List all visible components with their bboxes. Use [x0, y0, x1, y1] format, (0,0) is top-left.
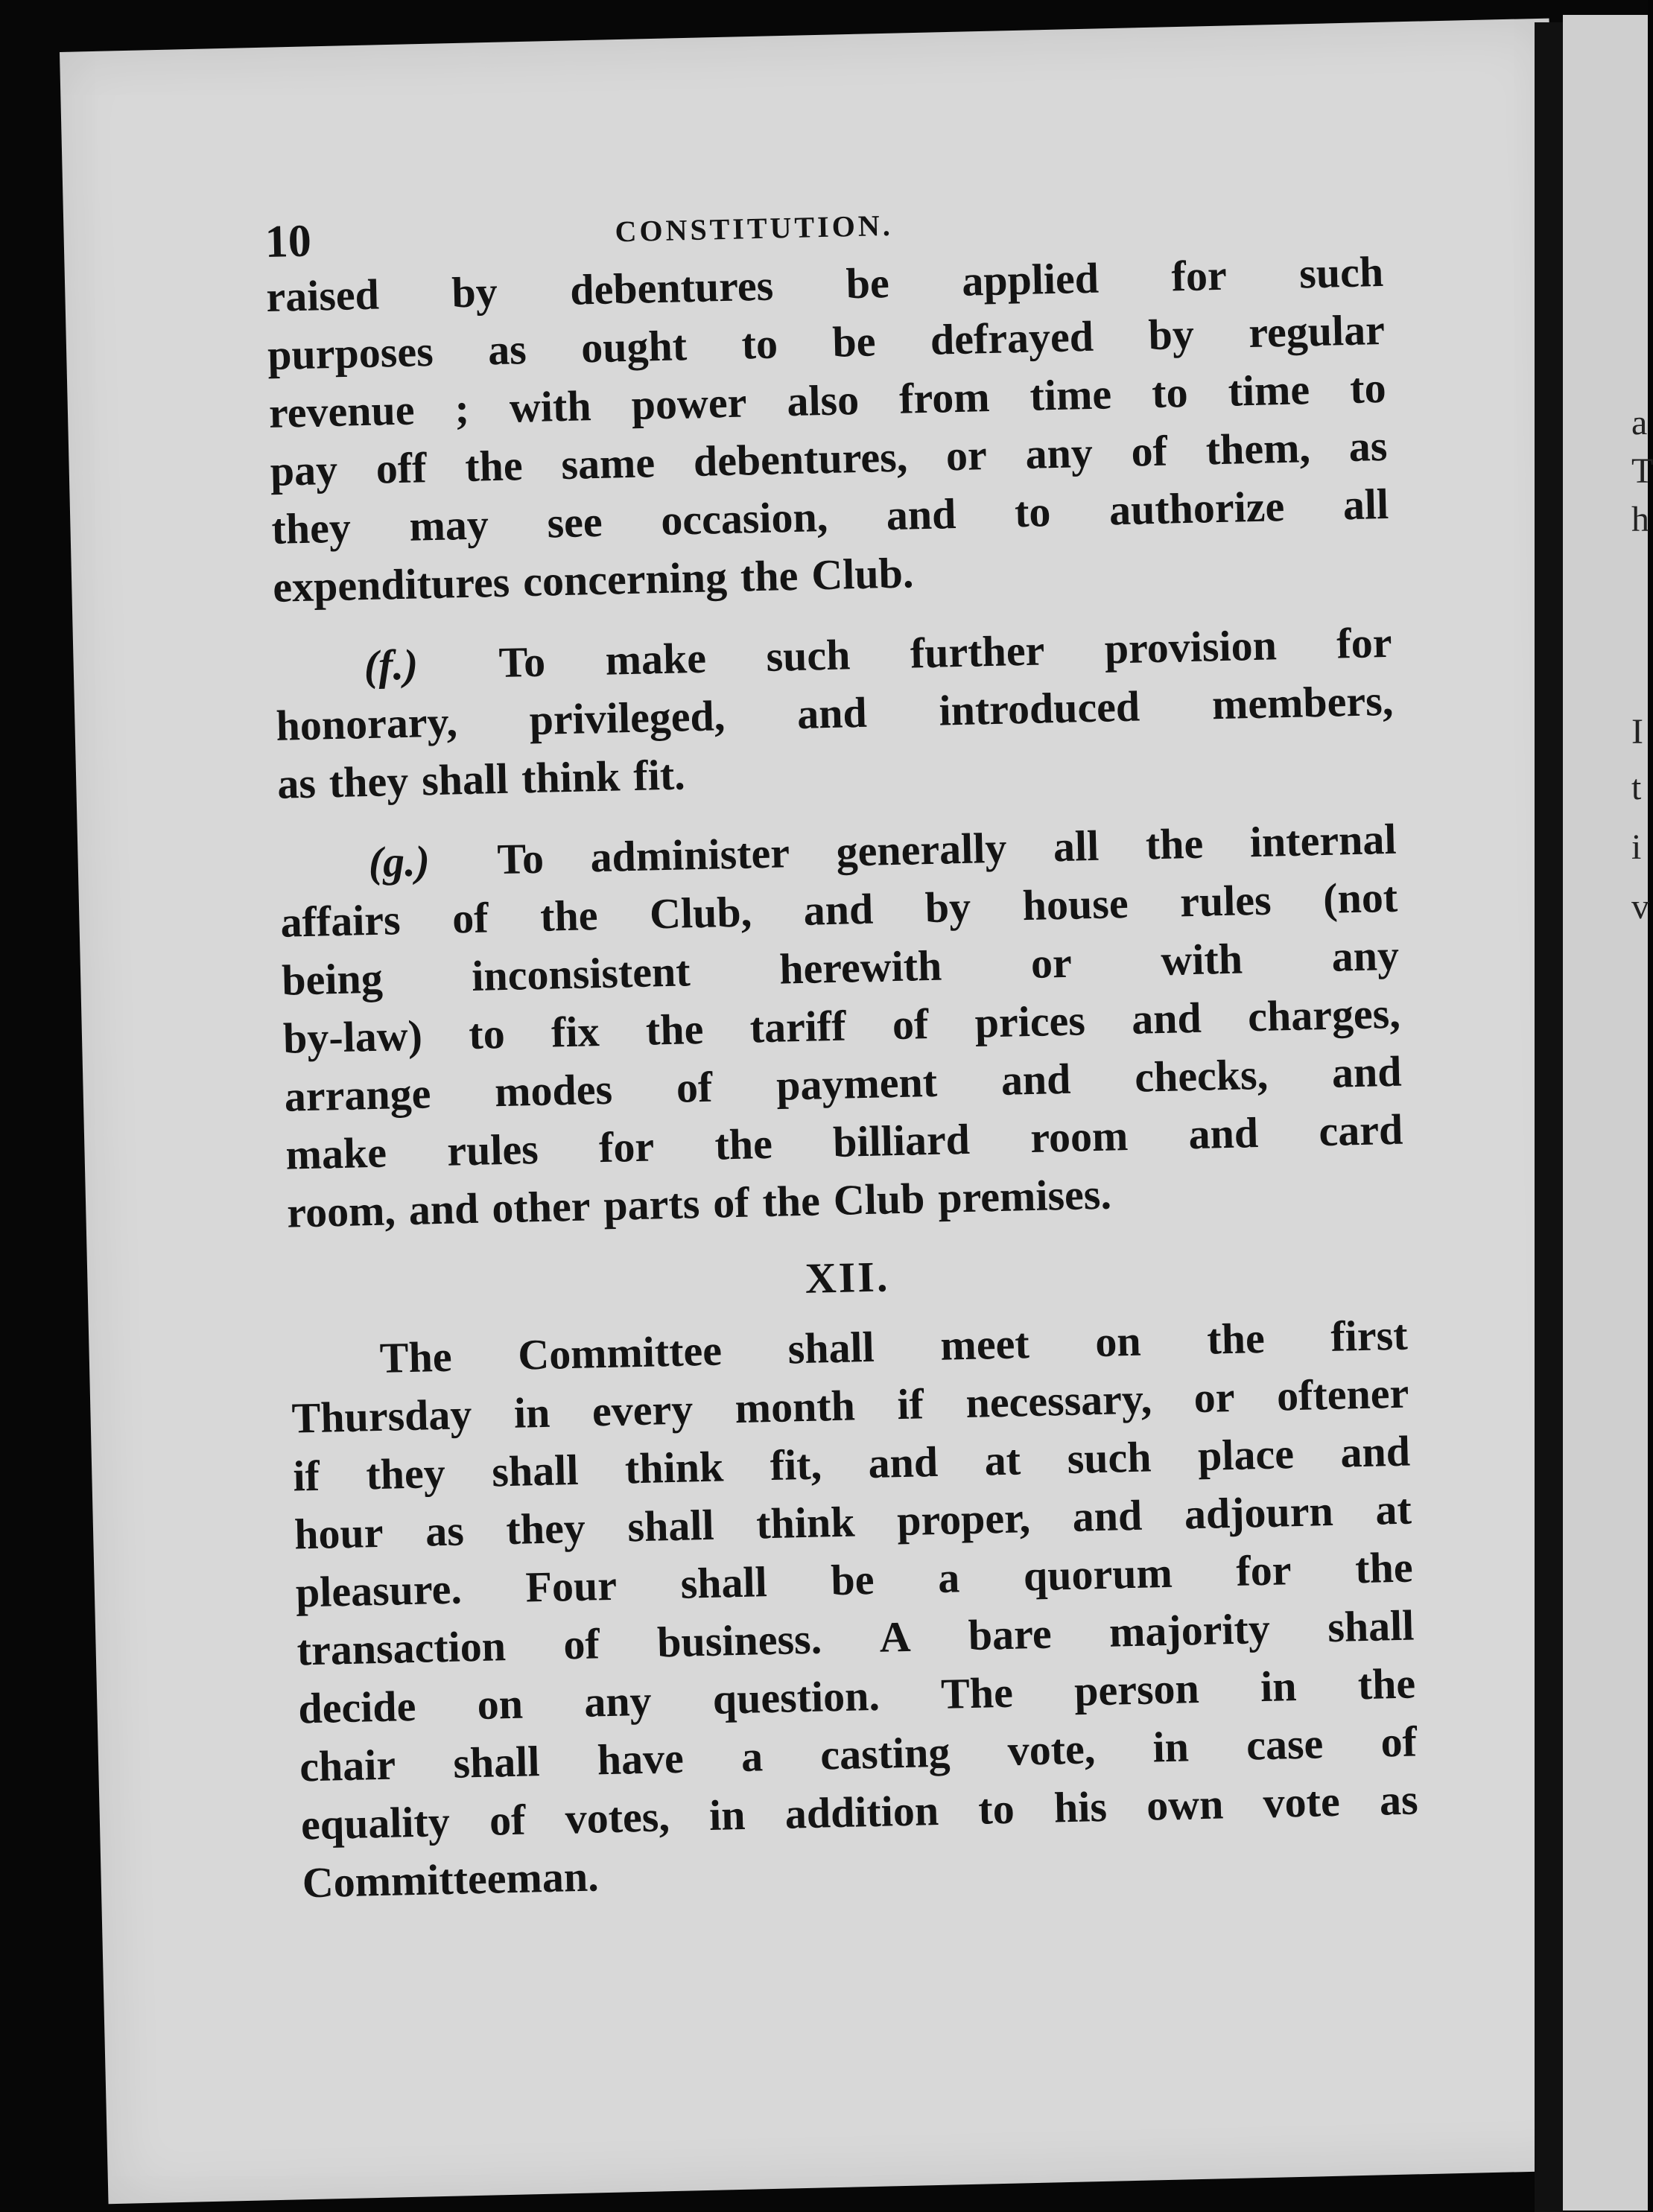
word: ;: [454, 384, 470, 433]
word: A: [878, 1612, 912, 1662]
word: shall: [491, 1445, 580, 1496]
running-title: CONSTITUTION.: [615, 208, 894, 249]
word: chair: [299, 1740, 396, 1791]
word: of: [489, 1795, 527, 1845]
word: they: [270, 503, 352, 553]
word: may: [408, 500, 489, 550]
word: for: [1336, 617, 1393, 668]
word: on: [476, 1679, 524, 1729]
word: and: [1131, 993, 1202, 1043]
word: of: [712, 1177, 750, 1227]
word: to: [1014, 487, 1052, 537]
word: business.: [656, 1614, 822, 1667]
word: Club.: [810, 548, 914, 600]
word: his: [1053, 1782, 1108, 1832]
word: any: [1024, 428, 1094, 478]
word: votes,: [564, 1792, 670, 1843]
word: as: [276, 758, 317, 808]
word: as: [1379, 1775, 1419, 1825]
word: think: [624, 1442, 724, 1493]
word: Committeeman.: [302, 1852, 600, 1907]
word: to: [1349, 363, 1387, 413]
word: fit.: [632, 750, 686, 800]
word: and: [1339, 1426, 1411, 1477]
word: have: [597, 1733, 685, 1784]
word: by-law): [282, 1011, 423, 1063]
word: Club: [833, 1174, 926, 1225]
word: pleasure.: [295, 1564, 463, 1617]
word: vote: [1262, 1776, 1341, 1828]
word: case: [1246, 1719, 1324, 1770]
word: and: [802, 884, 874, 935]
word: transaction: [296, 1621, 507, 1675]
word: honorary,: [275, 697, 458, 750]
word: parts: [603, 1179, 700, 1230]
word: rules: [446, 1124, 539, 1175]
word: other: [491, 1181, 591, 1233]
word: the: [1145, 819, 1204, 869]
word: the: [645, 1004, 704, 1055]
word: same: [560, 438, 656, 489]
word: be: [845, 258, 890, 308]
section-heading: XII.: [805, 1252, 891, 1303]
word: at: [1374, 1484, 1412, 1534]
facing-page-letter: v: [1631, 887, 1649, 927]
word: internal: [1249, 814, 1397, 867]
word: vote,: [1006, 1724, 1096, 1775]
word: herewith: [778, 941, 942, 994]
word: the: [1354, 1542, 1414, 1593]
word: make: [604, 633, 707, 684]
word: shall: [679, 1557, 768, 1608]
word: billiard: [832, 1114, 971, 1166]
word: the: [761, 1176, 821, 1227]
word: to: [1151, 367, 1189, 418]
word: debentures,: [693, 432, 908, 486]
word: Committee: [517, 1326, 723, 1379]
word: Four: [524, 1560, 618, 1612]
word: casting: [819, 1727, 951, 1779]
word: arrange: [284, 1069, 432, 1121]
word: fit,: [770, 1440, 822, 1490]
word: as: [1348, 421, 1388, 471]
word: fix: [551, 1007, 600, 1057]
word: every: [591, 1385, 694, 1436]
word: bare: [968, 1609, 1053, 1660]
word: revenue: [268, 385, 416, 437]
word: they: [505, 1503, 586, 1554]
word: of: [1130, 426, 1168, 476]
word: rules: [1179, 875, 1272, 927]
facing-page-letter: h: [1631, 500, 1649, 539]
word: to: [468, 1008, 506, 1059]
word: be: [831, 317, 877, 366]
word: the: [740, 550, 799, 601]
word: To: [496, 833, 545, 884]
word: further: [910, 626, 1045, 678]
word: if: [896, 1379, 924, 1429]
word: and: [886, 489, 957, 540]
word: to: [977, 1784, 1015, 1834]
word: tariff: [749, 1001, 847, 1052]
word: in: [1260, 1662, 1298, 1712]
word: oftener: [1276, 1368, 1409, 1420]
word: shall: [787, 1322, 875, 1373]
word: in: [513, 1388, 551, 1437]
word: shall: [452, 1737, 541, 1787]
word: a: [937, 1553, 960, 1602]
word: on: [1094, 1316, 1142, 1367]
word: think: [521, 751, 621, 803]
word: being: [281, 953, 384, 1005]
word: they: [329, 756, 409, 807]
word: such: [1298, 247, 1384, 298]
word: for: [598, 1122, 655, 1172]
word: of: [1380, 1717, 1418, 1767]
word: be: [830, 1554, 875, 1605]
word: card: [1318, 1105, 1403, 1156]
word: the: [539, 891, 599, 941]
word: (not: [1322, 872, 1398, 923]
word: shall: [1327, 1601, 1415, 1652]
word: a: [740, 1732, 764, 1782]
word: by: [1147, 309, 1195, 360]
word: own: [1146, 1779, 1225, 1830]
word: introduced: [938, 681, 1140, 735]
word: room,: [286, 1186, 396, 1237]
word: of: [892, 999, 929, 1049]
word: all: [1342, 479, 1389, 530]
word: privileged,: [528, 691, 726, 745]
binding-gutter: [1535, 22, 1563, 2212]
word: such: [1066, 1432, 1152, 1483]
word: charges,: [1247, 988, 1401, 1041]
word: with: [509, 381, 592, 432]
word: Club,: [649, 887, 752, 938]
word: time: [1029, 369, 1112, 420]
word: the: [1206, 1313, 1266, 1364]
word: and: [1187, 1108, 1259, 1159]
word: the: [464, 441, 524, 491]
word: members,: [1211, 676, 1394, 729]
word: and: [1000, 1054, 1072, 1105]
word: shall: [421, 754, 509, 805]
facing-page-letter: i: [1631, 827, 1642, 867]
word: or: [945, 430, 988, 480]
word: and: [1331, 1046, 1403, 1097]
word: and: [1071, 1490, 1143, 1541]
word: person: [1073, 1664, 1200, 1715]
clause-mark: (f.): [363, 640, 419, 690]
facing-page-letter: a: [1631, 403, 1648, 442]
clause-mark: (g.): [367, 836, 431, 887]
word: The: [940, 1668, 1014, 1718]
word: room: [1029, 1111, 1129, 1162]
page-text: [264, 191, 1420, 1912]
word: equality: [300, 1796, 451, 1849]
word: question.: [712, 1671, 881, 1723]
word: any: [583, 1676, 653, 1726]
word: payment: [775, 1057, 938, 1110]
word: by: [451, 267, 498, 317]
word: any: [1330, 930, 1400, 981]
facing-page-letter: t: [1631, 768, 1642, 807]
word: ought: [580, 321, 688, 372]
word: and: [408, 1183, 480, 1234]
word: them,: [1205, 423, 1311, 474]
word: premises.: [937, 1169, 1112, 1222]
word: of: [451, 893, 489, 943]
word: or: [1193, 1372, 1236, 1423]
word: affairs: [279, 895, 402, 947]
word: see: [546, 497, 603, 547]
word: at: [983, 1435, 1021, 1485]
word: quorum: [1023, 1548, 1173, 1601]
word: To: [498, 637, 546, 687]
word: of: [676, 1062, 713, 1112]
word: hour: [294, 1507, 384, 1559]
word: raised: [265, 270, 380, 321]
word: month: [735, 1381, 856, 1433]
word: place: [1197, 1429, 1295, 1480]
word: authorize: [1108, 482, 1285, 535]
word: in: [708, 1790, 746, 1840]
body-text: [266, 243, 1421, 1912]
word: make: [285, 1128, 387, 1179]
word: generally: [835, 823, 1008, 876]
word: such: [765, 630, 851, 681]
word: adjourn: [1184, 1486, 1334, 1539]
word: house: [1021, 878, 1129, 930]
facing-page-letter: I: [1631, 712, 1643, 751]
word: Thursday: [291, 1390, 473, 1443]
word: or: [1030, 938, 1073, 988]
word: power: [630, 378, 747, 429]
word: applied: [961, 253, 1100, 305]
word: occasion,: [660, 492, 828, 545]
word: meet: [939, 1319, 1030, 1370]
word: checks,: [1134, 1049, 1269, 1102]
word: from: [898, 372, 991, 423]
word: inconsistent: [471, 947, 691, 1000]
facing-page: [1563, 15, 1648, 2211]
word: with: [1160, 934, 1243, 985]
word: time: [1227, 365, 1310, 416]
word: debentures: [569, 261, 774, 314]
word: for: [1235, 1545, 1292, 1595]
word: expenditures: [272, 557, 510, 611]
word: purposes: [267, 326, 434, 379]
word: and: [796, 687, 868, 738]
word: shall: [626, 1500, 715, 1551]
page-number: 10: [264, 215, 312, 267]
word: as: [487, 325, 527, 375]
word: and: [867, 1437, 939, 1488]
word: in: [1152, 1722, 1190, 1772]
word: if: [292, 1451, 320, 1501]
word: to: [740, 319, 778, 369]
word: also: [786, 375, 860, 426]
word: addition: [784, 1786, 939, 1838]
word: regular: [1248, 305, 1386, 357]
word: administer: [589, 828, 790, 882]
word: the: [1357, 1659, 1416, 1709]
word: by: [924, 882, 971, 932]
word: proper,: [896, 1493, 1031, 1545]
word: concerning: [522, 553, 728, 606]
word: defrayed: [930, 311, 1094, 364]
word: they: [365, 1448, 446, 1499]
word: necessary,: [965, 1374, 1152, 1428]
word: all: [1053, 821, 1100, 871]
word: modes: [494, 1064, 613, 1116]
word: of: [562, 1619, 600, 1669]
word: off: [375, 443, 428, 493]
word: majority: [1108, 1604, 1271, 1656]
word: decide: [297, 1681, 417, 1733]
word: prices: [974, 996, 1086, 1047]
word: for: [1170, 250, 1228, 301]
word: The: [379, 1332, 453, 1382]
word: think: [755, 1497, 856, 1548]
word: the: [714, 1119, 773, 1169]
facing-page-letter: T: [1631, 451, 1653, 491]
word: pay: [270, 445, 338, 495]
word: first: [1330, 1310, 1409, 1361]
word: as: [425, 1506, 465, 1556]
word: provision: [1104, 620, 1278, 673]
